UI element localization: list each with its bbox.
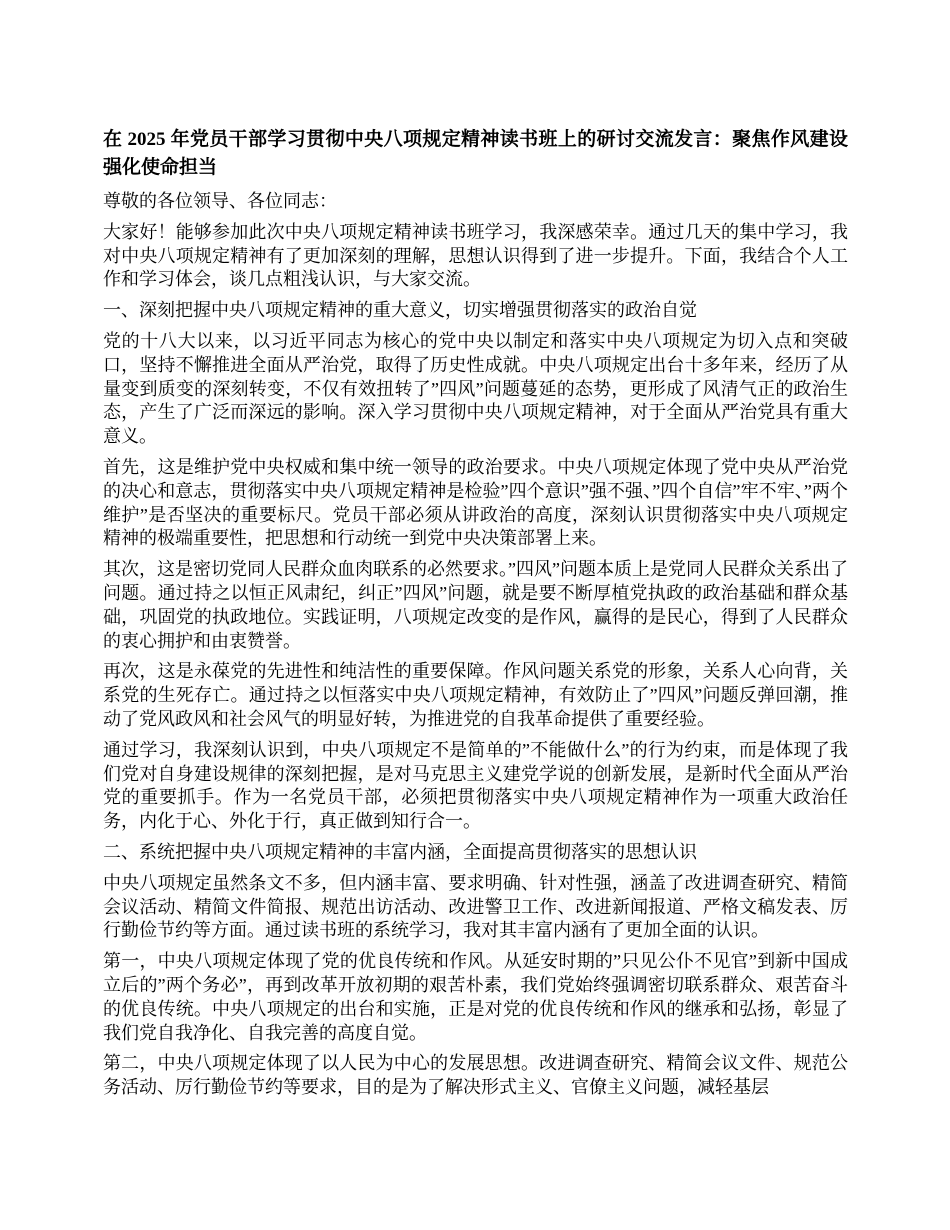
paragraph: 第一，中央八项规定体现了党的优良传统和作风。从延安时期的”只见公仆不见官”到新中国成立后的”两个务必”，再到改革开放初期的艰苦朴素，我们党始终强调密切联系群众、艰苦奋斗的优良传统。中央八项规定的出台和实施，正是对党的优良传统和作风的继承和弘扬，彰显了我们党自我净化、自我完善的高度自觉。 (103, 951, 848, 1043)
paragraph: 中央八项规定虽然条文不多，但内涵丰富、要求明确、针对性强，涵盖了改进调查研究、精简会议活动、精简文件简报、规范出访活动、改进警卫工作、改进新闻报道、严格文稿发表、厉行勤俭节约等方面。通过读书班的系统学习，我对其丰富内涵有了更加全面的认识。 (103, 872, 848, 941)
paragraph-opening: 大家好！能够参加此次中央八项规定精神读书班学习，我深感荣幸。通过几天的集中学习，我对中央八项规定精神有了更加深刻的理解，思想认识得到了进一步提升。下面，我结合个人工作和学习体会，谈几点粗浅认识，与大家交流。 (103, 221, 848, 290)
paragraph: 首先，这是维护党中央权威和集中统一领导的政治要求。中央八项规定体现了党中央从严治党的决心和意志，贯彻落实中央八项规定精神是检验”四个意识”强不强、”四个自信”牢不牢、”两个维护”是否坚决的重要标尺。党员干部必须从讲政治的高度，深刻认识贯彻落实中央八项规定精神的极端重要性，把思想和行动统一到党中央决策部署上来。 (103, 456, 848, 549)
paragraph: 通过学习，我深刻认识到，中央八项规定不是简单的”不能做什么”的行为约束，而是体现了我们党对自身建设规律的深刻把握，是对马克思主义建党学说的创新发展，是新时代全面从严治党的重要抓手。作为一名党员干部，必须把贯彻落实中央八项规定精神作为一项重大政治任务，内化于心、外化于行，真正做到知行合一。 (103, 739, 848, 832)
salutation: 尊敬的各位领导、各位同志： (103, 191, 337, 211)
paragraph-truncated: 第二，中央八项规定体现了以人民为中心的发展思想。改进调查研究、精简会议文件、规范公务活动、厉行勤俭节约等要求，目的是为了解决形式主义、官僚主义问题，减轻基层 (103, 1053, 848, 1098)
section-heading-1: 一、深刻把握中央八项规定精神的重大意义，切实增强贯彻落实的政治自觉 (103, 300, 697, 321)
paragraph: 再次，这是永葆党的先进性和纯洁性的重要保障。作风问题关系党的形象，关系人心向背，关系党的生死存亡。通过持之以恒落实中央八项规定精神，有效防止了”四风”问题反弹回潮，推动了党风政风和社会风气的明显好转，为推进党的自我革命提供了重要经验。 (103, 661, 848, 729)
paragraph: 其次，这是密切党同人民群众血肉联系的必然要求。”四风”问题本质上是党同人民群众关系出了问题。通过持之以恒正风肃纪，纠正”四风”问题，就是要不断厚植党执政的政治基础和群众基础，巩固党的执政地位。实践证明，八项规定改变的是作风，赢得的是民心，得到了人民群众的衷心拥护和由衷赞誉。 (103, 559, 848, 651)
section-heading-2: 二、系统把握中央八项规定精神的丰富内涵，全面提高贯彻落实的思想认识 (103, 841, 697, 862)
document-title: 在 2025 年党员干部学习贯彻中央八项规定精神读书班上的研讨交流发言：聚焦作风建设强化使命担当 (103, 129, 848, 178)
paragraph: 党的十八大以来，以习近平同志为核心的党中央以制定和落实中央八项规定为切入点和突破口，坚持不懈推进全面从严治党，取得了历史性成就。中央八项规定出台十多年来，经历了从量变到质变的深刻转变，不仅有效扭转了”四风”问题蔓延的态势，更形成了风清气正的政治生态，产生了广泛而深远的影响。深入学习贯彻中央八项规定精神，对于全面从严治党具有重大意义。 (103, 330, 848, 447)
